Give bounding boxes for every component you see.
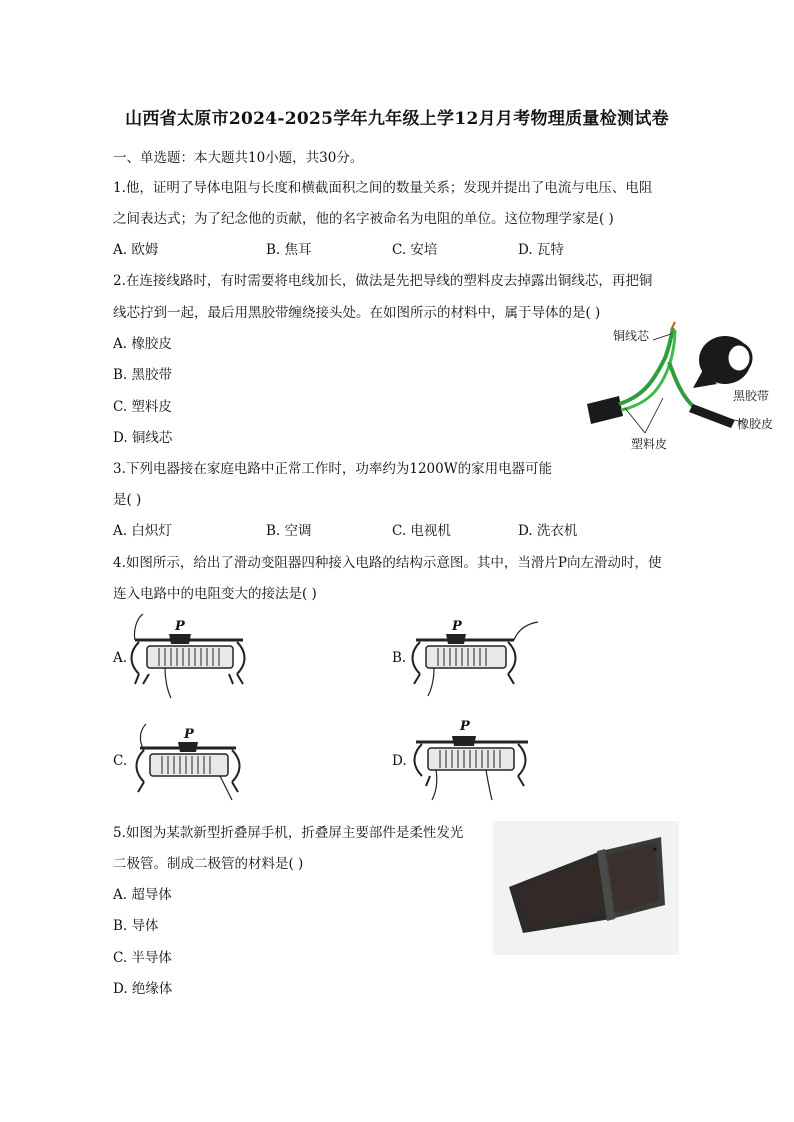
- plastic-sleeve-left: [587, 396, 623, 424]
- q2-text-line1: 2.在连接线路时，有时需要将电线加长，做法是先把导线的塑料皮去掉露出铜线芯，再把铜: [113, 273, 653, 289]
- q1-option-d[interactable]: D. 瓦特: [518, 242, 564, 258]
- q5-text-line1: 5.如图为某款新型折叠屏手机，折叠屏主要部件是柔性发光: [113, 825, 464, 841]
- q5-text-line2: 二极管。制成二极管的材料是( ): [113, 856, 304, 872]
- q3-option-b[interactable]: B. 空调: [266, 523, 312, 539]
- q1-text-line1: 1.他，证明了导体电阻与长度和横截面积之间的数量关系；发现并提出了电流与电压、电阻: [113, 180, 653, 196]
- rheostat-figure-a[interactable]: [125, 612, 250, 702]
- q3-text-line1: 3.下列电器接在家庭电路中正常工作时，功率约为1200W的家用电器可能: [113, 461, 553, 477]
- label-rubber-skin: 橡胶皮: [737, 417, 774, 431]
- q1-text-line2: 之间表达式；为了纪念他的贡献，他的名字被命名为电阻的单位。这位物理学家是( ): [113, 211, 614, 227]
- label-copper-core: 铜线芯: [613, 329, 650, 343]
- q1-option-b[interactable]: B. 焦耳: [266, 242, 312, 258]
- q3-option-d[interactable]: D. 洗衣机: [518, 523, 578, 539]
- q5-option-d[interactable]: D. 绝缘体: [113, 981, 173, 997]
- q4-text-line2: 连入电路中的电阻变大的接法是( ): [113, 586, 317, 602]
- q5-option-a[interactable]: A. 超导体: [113, 887, 172, 903]
- slider-p-label-c: P: [184, 727, 194, 742]
- q1-option-a[interactable]: A. 欧姆: [113, 242, 159, 258]
- folding-phone-photo: [493, 821, 679, 955]
- q5-option-c[interactable]: C. 半导体: [113, 950, 172, 966]
- q3-text-line2: 是( ): [113, 492, 142, 508]
- q3-option-a[interactable]: A. 白炽灯: [113, 523, 172, 539]
- q5-option-b[interactable]: B. 导体: [113, 918, 159, 934]
- label-plastic-skin: 塑料皮: [631, 437, 668, 451]
- q4-text-line1: 4.如图所示，给出了滑动变阻器四种接入电路的结构示意图。其中，当滑片P向左滑动时，使: [113, 555, 662, 571]
- q1-option-c[interactable]: C. 安培: [392, 242, 438, 258]
- q4-option-d-label[interactable]: D.: [392, 753, 407, 769]
- slider-p-label-d: P: [460, 720, 470, 734]
- tape-roll-hole: [727, 344, 751, 372]
- q3-option-c[interactable]: C. 电视机: [392, 523, 451, 539]
- rheostat-figure-c[interactable]: [132, 722, 247, 802]
- q2-option-c[interactable]: C. 塑料皮: [113, 399, 172, 415]
- rheostat-figure-b[interactable]: [410, 618, 540, 698]
- q2-text-line2: 线芯拧到一起，最后用黑胶带缠绕接头处。在如图所示的材料中，属于导体的是( ): [113, 305, 601, 321]
- section-heading: 一、单选题：本大题共10小题，共30分。: [113, 150, 364, 166]
- q4-option-c-label[interactable]: C.: [113, 753, 128, 769]
- wire-materials-figure: [585, 318, 785, 458]
- rheostat-figure-d[interactable]: [412, 720, 537, 802]
- label-black-tape: 黑胶带: [733, 389, 770, 403]
- q2-option-d[interactable]: D. 铜线芯: [113, 430, 173, 446]
- q2-option-b[interactable]: B. 黑胶带: [113, 367, 173, 383]
- plastic-sleeve-right: [689, 404, 735, 428]
- page-title: 山西省太原市2024-2025学年九年级上学12月月考物理质量检测试卷: [125, 109, 669, 129]
- green-wire-3: [669, 362, 695, 408]
- q4-option-a-label[interactable]: A.: [113, 650, 128, 666]
- q4-option-b-label[interactable]: B.: [392, 650, 407, 666]
- q2-option-a[interactable]: A. 橡胶皮: [113, 336, 172, 352]
- slider-p-label-b: P: [452, 619, 462, 634]
- slider-p-label-a: P: [175, 619, 185, 634]
